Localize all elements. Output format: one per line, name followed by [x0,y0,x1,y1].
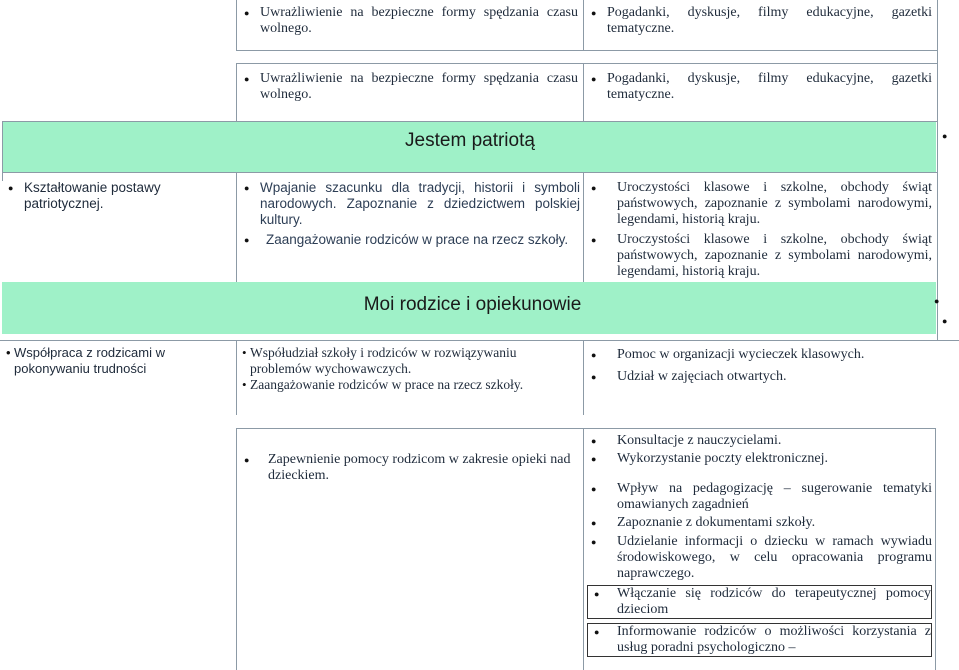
parents-forms-cell [585,347,932,385]
grid-line [935,428,936,670]
list-item: ● Pomoc w organizacji wycieczek klasowych. [585,347,932,363]
stray-bullet: ● [942,131,948,141]
list-item: ● Informowanie rodziców o możliwości korzystania z usług poradni psychologiczno – [587,623,932,657]
list-item: ● Zapoznanie z dokumentami szkoły. [585,515,932,531]
parents-goal-cell [2,345,232,377]
grid-line [236,428,237,670]
list-item: ● Uwrażliwienie na bezpieczne formy spędzania czasu wolnego. [238,71,578,103]
list-item: ● Włączanie się rodziców do terapeutycznej pomocy dzieciom [587,585,932,619]
patriot-goal-cell [2,180,232,212]
grid-line [583,172,584,282]
grid-line [583,340,584,415]
grid-line [2,172,938,173]
row2-left-cell [238,71,578,103]
grid-line [583,63,584,121]
grid-line [0,340,959,341]
row1-right-cell [585,5,932,37]
list-item: ● Kształtowanie postawy patriotycznej. [2,180,232,212]
list-item: ● Wykorzystanie poczty elektronicznej. [585,451,932,467]
patriot-forms-cell [585,180,932,280]
list-item: ● Pogadanki, dyskusje, filmy edukacyjne, gazetki tematyczne. [585,71,932,103]
list-item: ● Zapewnienie pomocy rodzicom w zakresie opieki nad dzieckiem. [238,452,578,484]
grid-line [236,50,938,51]
grid-line [583,0,584,50]
parents-tasks-cell [238,345,580,393]
grid-line [236,172,237,282]
list-item: ● Udział w zajęciach otwartych. [585,369,932,385]
patriot-tasks-cell [238,180,580,248]
list-item: ● Pogadanki, dyskusje, filmy edukacyjne, gazetki tematyczne. [585,5,932,37]
list-item: ● Wpajanie szacunku dla tradycji, historii i symboli narodowych. Zapoznanie z dziedzictwem polskiej kultury. [238,180,580,228]
list-item: ● Uroczystości klasowe i szkolne, obchody świąt państwowych, zapoznanie z symbolami narodowymi, legendami, historią kraju. [585,180,932,228]
list-item: • Zaangażowanie rodziców w prace na rzecz szkoły. [238,377,580,393]
row1-left-cell [238,5,578,37]
list-item: • Współpraca z rodzicami w pokonywaniu trudności [2,345,232,377]
section-title-patriot: Jestem patriotą [405,130,535,151]
care-forms-cell [585,433,932,657]
list-item: • Współudział szkoły i rodziców w rozwiązywaniu problemów wychowawczych. [238,345,580,377]
stray-bullet: ● [934,296,940,306]
list-item: ● Konsultacje z nauczycielami. [585,433,932,449]
row2-right-cell [585,71,932,103]
grid-line [2,121,938,122]
section-title-parents: Moi rodzice i opiekunowie [363,294,582,315]
grid-line [583,428,584,670]
care-task-cell [238,452,578,484]
list-item: ● Uwrażliwienie na bezpieczne formy spędzania czasu wolnego. [238,5,578,37]
grid-line [236,428,936,429]
grid-line [236,63,938,64]
grid-line [236,340,237,415]
grid-line [236,63,237,121]
list-item: ● Wpływ na pedagogizację – sugerowanie tematyki omawianych zagadnień [585,481,932,513]
grid-line [236,0,237,50]
list-item: ● Udzielanie informacji o dziecku w ramach wywiadu środowiskowego, w celu opracowania programu naprawczego. [585,534,932,582]
grid-line [937,0,938,340]
stray-bullet: ● [942,316,948,326]
list-item: ● Zaangażowanie rodziców w prace na rzecz szkoły. [238,232,580,248]
list-item: ● Uroczystości klasowe i szkolne, obchody świąt państwowych, zapoznanie z symbolami narodowymi, legendami, historią kraju. [585,232,932,280]
